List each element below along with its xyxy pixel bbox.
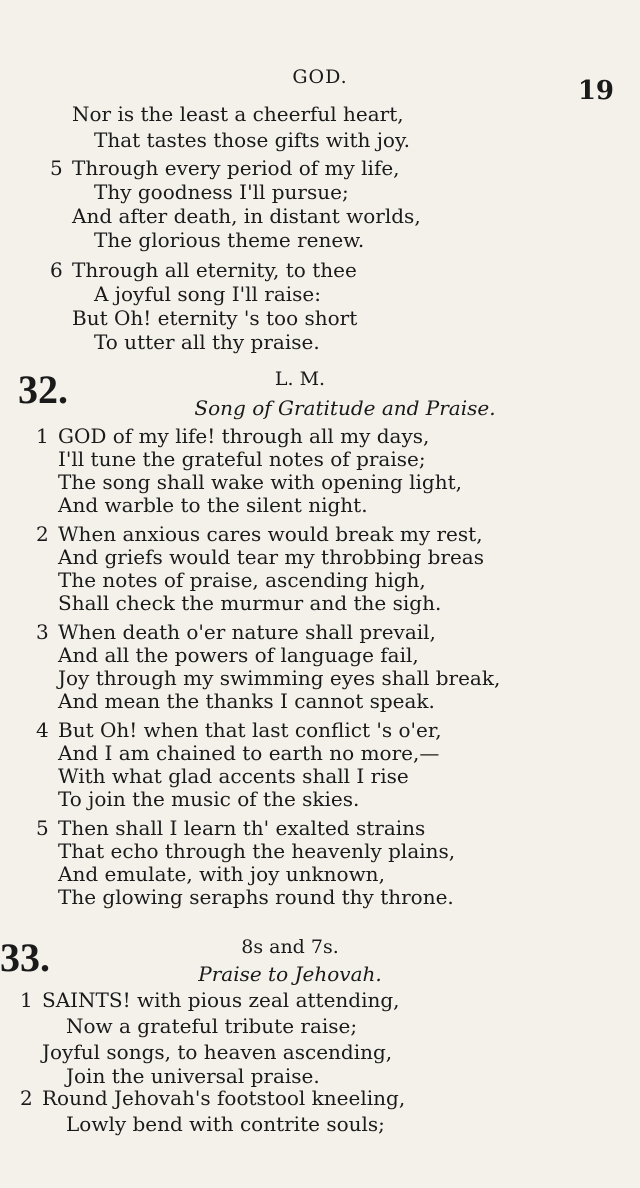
verse-text: And I am chained to earth no more,— <box>58 741 440 765</box>
verse-line <box>36 620 436 644</box>
verse-line <box>42 1040 392 1064</box>
verse-line <box>58 643 419 667</box>
hymn-meter: L. M. <box>274 368 326 390</box>
verse-line <box>66 1064 320 1088</box>
verse-text: And all the powers of language fail, <box>58 643 419 667</box>
hymn-number: 32. <box>18 367 68 412</box>
verse-line <box>94 282 321 306</box>
verse-line <box>50 156 400 180</box>
verse-text: When anxious cares would break my rest, <box>58 522 483 546</box>
verse-line <box>66 1112 385 1136</box>
verse-number: 3 <box>36 620 49 644</box>
verse-text: And mean the thanks I cannot speak. <box>58 689 435 713</box>
verse-line <box>94 180 349 204</box>
verse-number: 2 <box>20 1086 33 1110</box>
verse-line <box>72 306 357 330</box>
verse-text: The glowing seraphs round thy throne. <box>58 885 454 909</box>
verse-line <box>36 522 483 546</box>
verse-text: To utter all thy praise. <box>94 330 320 354</box>
verse-number: 1 <box>36 424 49 448</box>
verse-text: Through every period of my life, <box>72 156 400 180</box>
verse-line <box>66 1014 357 1038</box>
verse-text: I'll tune the grateful notes of praise; <box>58 447 426 471</box>
verse-line <box>58 447 426 471</box>
verse-line <box>36 816 425 840</box>
verse-line <box>94 330 320 354</box>
verse-line <box>94 228 364 252</box>
verse-line <box>36 718 442 742</box>
verse-text: Shall check the murmur and the sigh. <box>58 591 442 615</box>
verse-text: The notes of praise, ascending high, <box>58 568 426 592</box>
verse-text: And griefs would tear my throbbing breas <box>58 545 484 569</box>
verse-text: But Oh! when that last conflict 's o'er, <box>58 718 442 742</box>
verse-line <box>50 258 357 282</box>
verse-line <box>58 741 439 765</box>
verse-line <box>58 545 484 569</box>
verse-line <box>58 568 426 592</box>
verse-text: To join the music of the skies. <box>58 787 360 811</box>
verse-line <box>58 470 462 494</box>
verse-text: And warble to the silent night. <box>58 493 368 517</box>
verse-line <box>58 787 359 811</box>
verse-text: The song shall wake with opening light, <box>58 470 462 494</box>
hymn-number: 33. <box>0 935 50 980</box>
verse-text: And emulate, with joy unknown, <box>58 862 385 886</box>
hymn-meter: 8s and 7s. <box>241 936 339 958</box>
verse-line <box>58 885 454 909</box>
verse-number: 6 <box>50 258 63 282</box>
verse-line <box>36 424 429 448</box>
verse-text: Thy goodness I'll pursue; <box>94 180 349 204</box>
verse-line <box>94 128 410 152</box>
verse-text: Then shall I learn th' exalted strains <box>58 816 426 840</box>
verse-text: SAINTS! with pious zeal attending, <box>42 988 400 1012</box>
verse-number: 5 <box>50 156 63 180</box>
verse-text: A joyful song I'll raise: <box>94 282 321 306</box>
verse-text: Lowly bend with contrite souls; <box>66 1112 385 1136</box>
verse-text: Join the universal praise. <box>66 1064 320 1088</box>
verse-number: 2 <box>36 522 49 546</box>
verse-text: Through all eternity, to thee <box>72 258 357 282</box>
verse-line <box>58 689 435 713</box>
verse-text: That tastes those gifts with joy. <box>94 128 410 152</box>
verse-text: With what glad accents shall I rise <box>58 764 409 788</box>
verse-text: But Oh! eternity 's too short <box>72 306 358 330</box>
verse-text: GOD of my life! through all my days, <box>58 424 430 448</box>
running-title: GOD. <box>292 66 348 88</box>
page-number: 19 <box>577 76 614 106</box>
verse-text: Now a grateful tribute raise; <box>66 1014 358 1038</box>
verse-text: That echo through the heavenly plains, <box>58 839 456 863</box>
verse-text: When death o'er nature shall prevail, <box>58 620 436 644</box>
verse-text: Round Jehovah's footstool kneeling, <box>42 1086 406 1110</box>
verse-line <box>58 764 409 788</box>
verse-text: Joy through my swimming eyes shall break, <box>58 666 501 690</box>
hymn-title: Song of Gratitude and Praise. <box>194 396 496 420</box>
verse-line <box>58 839 455 863</box>
verse-number: 5 <box>36 816 49 840</box>
verse-text: And after death, in distant worlds, <box>72 204 421 228</box>
verse-line <box>58 493 368 517</box>
verse-number: 4 <box>36 718 49 742</box>
verse-text: The glorious theme renew. <box>94 228 365 252</box>
verse-text: Joyful songs, to heaven ascending, <box>42 1040 393 1064</box>
verse-line <box>20 988 400 1012</box>
verse-line <box>72 204 421 228</box>
hymn-title: Praise to Jehovah. <box>198 962 382 986</box>
verse-line <box>72 102 404 126</box>
verse-line <box>20 1086 405 1110</box>
verse-number: 1 <box>20 988 33 1012</box>
verse-line <box>58 591 441 615</box>
verse-line <box>58 666 500 690</box>
verse-text: Nor is the least a cheerful heart, <box>72 102 404 126</box>
verse-line <box>58 862 385 886</box>
